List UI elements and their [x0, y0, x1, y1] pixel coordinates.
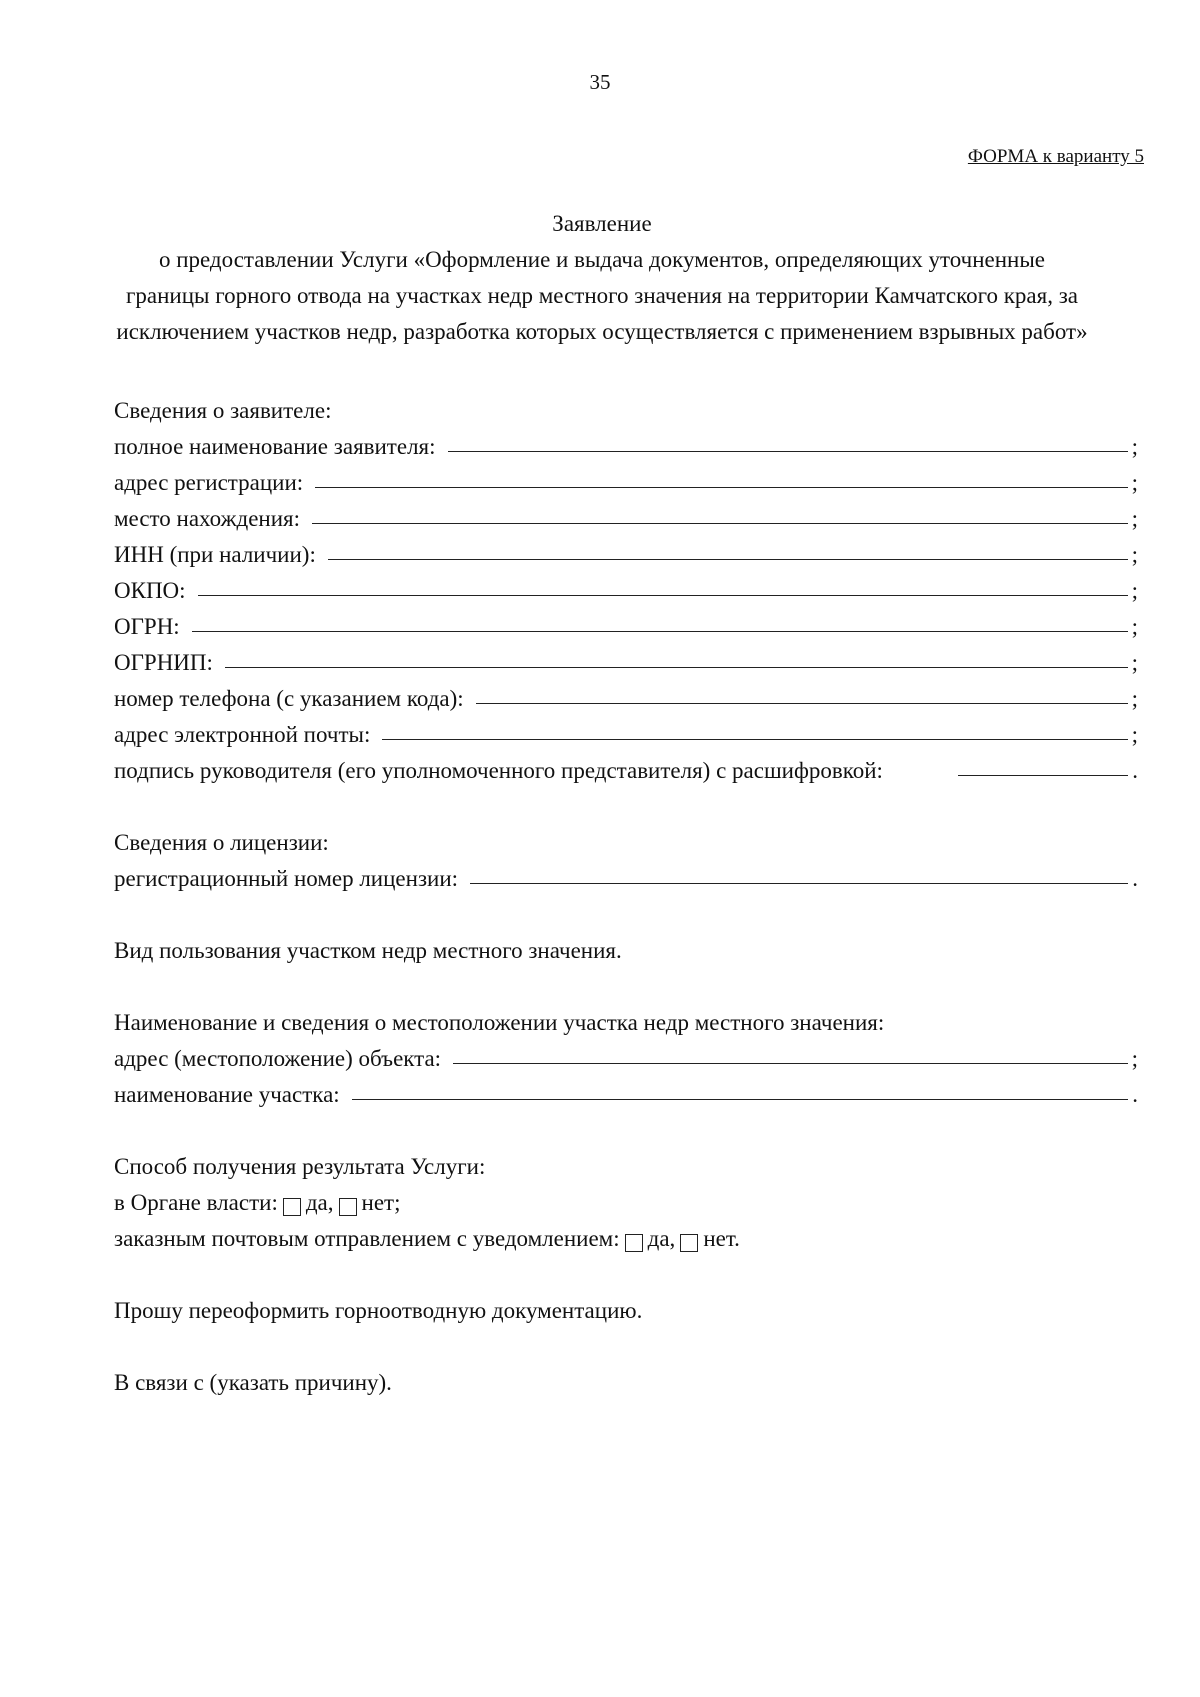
field-label: адрес (местоположение) объекта:	[114, 1046, 442, 1071]
ogrn-field[interactable]	[192, 631, 1128, 632]
license-heading-row	[114, 820, 1138, 856]
title-line-2: границы горного отвода на участках недр местного значения на территории Камчатского края, за	[125, 283, 1079, 308]
phone-field[interactable]	[476, 703, 1128, 704]
mail-label: заказным почтовым отправлением с уведомлением:	[114, 1226, 620, 1251]
title-line-3: исключением участков недр, разработка которых осуществляется с применением взрывных работ»	[116, 319, 1088, 344]
delivery-heading-row	[114, 1144, 1138, 1180]
field-label: наименование участка:	[114, 1082, 340, 1107]
email-field[interactable]	[382, 739, 1127, 740]
applicant-heading: Сведения о заявителе:	[114, 398, 332, 423]
field-row-email	[114, 712, 1138, 748]
document-title	[100, 206, 1104, 350]
no-label: нет.	[703, 1226, 740, 1251]
location-heading-row	[114, 1000, 1138, 1036]
ogrnip-field[interactable]	[225, 667, 1128, 668]
delivery-authority-row	[114, 1180, 1138, 1216]
field-end: ;	[1131, 614, 1138, 639]
inn-field[interactable]	[328, 559, 1128, 560]
plot-name-field[interactable]	[352, 1099, 1129, 1100]
location-field[interactable]	[312, 523, 1128, 524]
title-line-1: о предоставлении Услуги «Оформление и выдача документов, определяющих уточненные	[158, 247, 1046, 272]
section-gap	[114, 1252, 1138, 1288]
field-row-okpo	[114, 568, 1138, 604]
mail-yes-checkbox[interactable]	[625, 1234, 643, 1252]
field-label: номер телефона (с указанием кода):	[114, 686, 464, 711]
object-address-field[interactable]	[453, 1063, 1128, 1064]
delivery-mail-row	[114, 1216, 1138, 1252]
applicant-heading-row	[114, 388, 1138, 424]
license-heading: Сведения о лицензии:	[114, 830, 329, 855]
reason-text: В связи с (указать причину).	[114, 1370, 392, 1395]
field-row-inn	[114, 532, 1138, 568]
field-row-ogrn	[114, 604, 1138, 640]
license-number-field[interactable]	[470, 883, 1128, 884]
field-row-location	[114, 496, 1138, 532]
field-label: адрес регистрации:	[114, 470, 304, 495]
form-note: ФОРМА к варианту 5	[967, 146, 1144, 167]
section-gap	[114, 1324, 1138, 1360]
field-label: место нахождения:	[114, 506, 300, 531]
signature-label: подпись руководителя (его уполномоченного представителя) с расшифровкой:	[114, 758, 883, 783]
field-label: ОГРНИП:	[114, 650, 213, 675]
field-end: ;	[1131, 470, 1138, 495]
section-gap	[114, 784, 1138, 820]
authority-yes-checkbox[interactable]	[283, 1198, 301, 1216]
field-end: ;	[1131, 434, 1138, 459]
form-content	[114, 388, 1138, 1396]
authority-label: в Органе власти:	[114, 1190, 278, 1215]
field-row-license-number	[114, 856, 1138, 892]
field-row-plot-name	[114, 1072, 1138, 1108]
field-end: ;	[1131, 722, 1138, 747]
field-label: ОКПО:	[114, 578, 186, 603]
section-gap	[114, 964, 1138, 1000]
field-label: регистрационный номер лицензии:	[114, 866, 459, 891]
signature-field[interactable]	[958, 775, 1128, 776]
no-label: нет;	[361, 1190, 401, 1215]
location-heading: Наименование и сведения о местоположении участка недр местного значения:	[114, 1010, 885, 1035]
registration-address-field[interactable]	[315, 487, 1127, 488]
field-row-phone	[114, 676, 1138, 712]
section-gap	[114, 1108, 1138, 1144]
field-end: .	[1132, 758, 1138, 783]
field-row-object-address	[114, 1036, 1138, 1072]
field-end: .	[1132, 866, 1138, 891]
request-text: Прошу переоформить горноотводную документацию.	[114, 1298, 643, 1323]
mail-no-checkbox[interactable]	[680, 1234, 698, 1252]
yes-label: да,	[305, 1190, 334, 1215]
field-label: ИНН (при наличии):	[114, 542, 316, 567]
okpo-field[interactable]	[198, 595, 1128, 596]
field-label: ОГРН:	[114, 614, 180, 639]
field-row-full-name	[114, 424, 1138, 460]
reason-row	[114, 1360, 1138, 1396]
delivery-heading: Способ получения результата Услуги:	[114, 1154, 486, 1179]
field-row-registration-address	[114, 460, 1138, 496]
authority-no-checkbox[interactable]	[339, 1198, 357, 1216]
field-end: ;	[1131, 686, 1138, 711]
field-end: .	[1132, 1082, 1138, 1107]
field-end: ;	[1131, 578, 1138, 603]
field-end: ;	[1131, 542, 1138, 567]
field-label: адрес электронной почты:	[114, 722, 371, 747]
field-end: ;	[1131, 650, 1138, 675]
full-name-field[interactable]	[448, 451, 1128, 452]
field-end: ;	[1131, 506, 1138, 531]
usage-type-row	[114, 928, 1138, 964]
yes-label: да,	[647, 1226, 676, 1251]
request-row	[114, 1288, 1138, 1324]
title-heading: Заявление	[552, 211, 652, 236]
field-row-ogrnip	[114, 640, 1138, 676]
field-label: полное наименование заявителя:	[114, 434, 436, 459]
section-gap	[114, 892, 1138, 928]
usage-type-text: Вид пользования участком недр местного значения.	[114, 938, 622, 963]
page-number: 35	[589, 70, 611, 94]
field-row-signature	[114, 748, 1138, 784]
field-end: ;	[1131, 1046, 1138, 1071]
